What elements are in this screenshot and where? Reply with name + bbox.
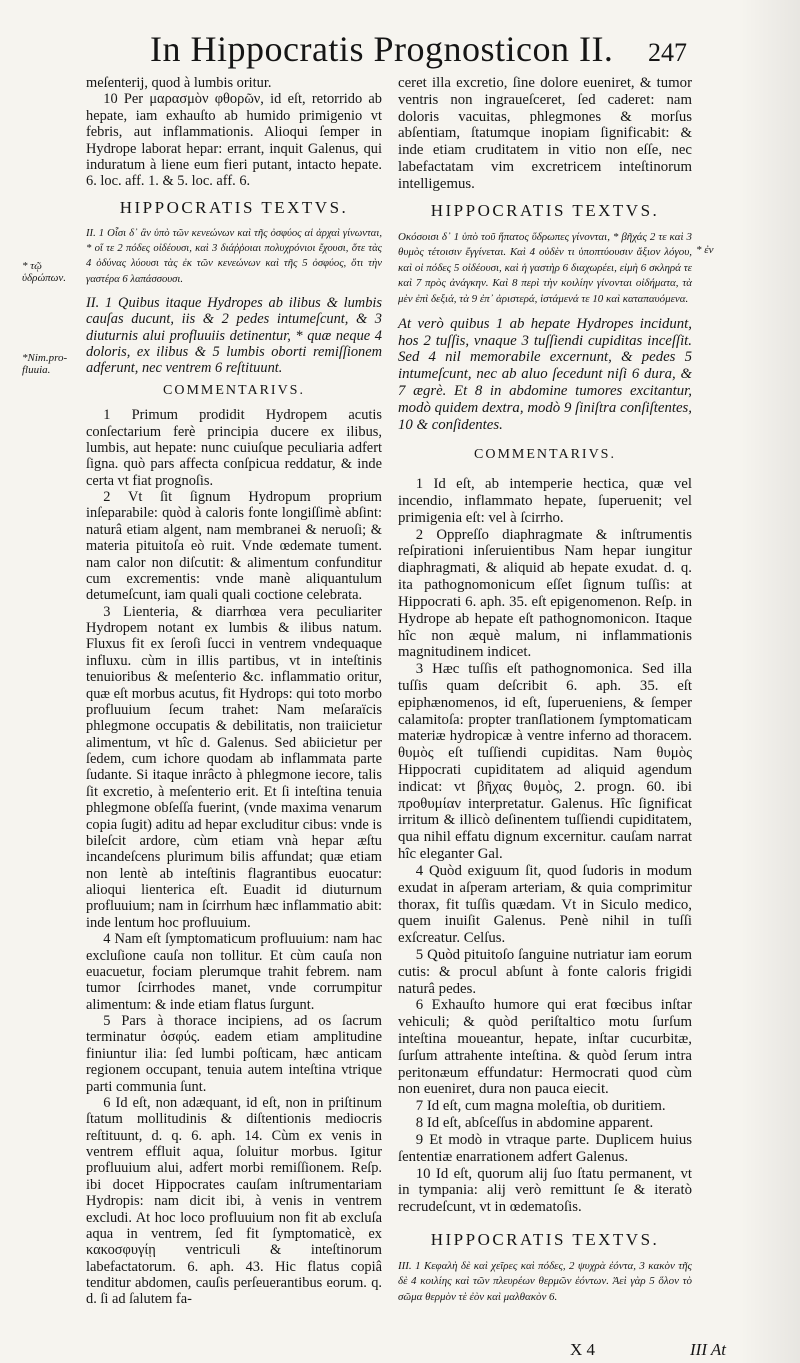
catchword: III At	[690, 1340, 727, 1359]
greek-text: Οκόσοισι δ᾽ 1 ὑπὸ τοῦ ἥπατος ὕδρωπες γίνονται, * βῆχάς 2 τε καὶ 3 θυμὸς τέτοισιν ἔγγίνεται. Καὶ 4 οὐδὲν τι ὑποπτύουσιν ἄξιον λόγου, καὶ οἱ πόδες 5 οἰδέουσι, καὶ ἡ γαστὴρ 6 διαχωρέει, εἰμὴ 6 σκληρά τε καὶ 7 πρὸς ἀνάγκην. Καὶ 8 περὶ τὴν κοιλίην γίνονται οἰδήματα, τὰ μὲν ἐπὶ δεξιά, τὰ 9 ἐπ᾽ ἀριστερά, ἱστάμενά τε 10 καὶ καταπαυόμενα.	[398, 230, 692, 306]
section-heading: HIPPOCRATIS TEXTVS.	[430, 200, 660, 220]
paragraph: meſenterij, quod à lumbis oritur.	[86, 75, 272, 91]
page-number: 247	[648, 38, 687, 67]
greek-text: II. 1 Οἷσι δ᾽ ἂν ὑπὸ τῶν κενεώνων καὶ τῆς ὀσφύος αἱ ἀρχαὶ γίνωνται, * οἵ τε 2 πόδες οἰδέουσι, καὶ 3 διάῤῥοιαι πολυχρόνιοι ἔχουσι, ὅτε τὰς 4 ὀδύνας λύουσι τὰς ἐκ τῶν κενεώνων καὶ τῆς 5 ὀσφύος, ὅτι τὴν γαστέρα 6 λαπάσσουσι.	[86, 228, 382, 285]
greek-text: III. 1 Κεφαλὴ δὲ καὶ χεῖρες καὶ πόδες, 2 ψυχρὰ ἐόντα, 3 κακὸν τῆς δὲ 4 κοιλίης καὶ τῶν πλευρέων θερμῶν ἐόντων. Ἀεὶ γὰρ 5 ὅλον τὸ σῶμα θερμὸν τὲ ἐὸν καὶ μαλθακὸν 6.	[398, 1259, 692, 1304]
commentary-paragraph: 6 Id eſt, non adæquant, id eſt, non in priſtinum ſtatum mollitudinis & diſtentionis mediocris reſtituunt, d. q. 6. aph. 14. Cùm ex venis in ventrem effluit aqua, ſoluitur morbus. Igitur profluuium alui, adfert morbi remiſſionem. Reſp. ibi docet Hippocrates cauſam inſtrumentariam Hydropis: nam dicit ibi, à venis in ventrem excludi. At hoc loco profluuium non fit ab excluſa aqua in ventrem, ſed fit ſymptomaticè, ex κακοσφυγίῃ ventriculi & inteſtinorum labefactatorum. 6. aph. 43. Hic flatus copiâ tenditur abdomen, cauſis perſeuerantibus eorum. q. d. ſi ad ſalutem fa-	[86, 1094, 382, 1308]
latin-text: II. 1 Quibus itaque Hydropes ab ilibus & lumbis cauſas ducunt, iis & 2 pedes intumeſcunt, & 3 diuturnis alui profluuiis detinentur, * quæ neque 4 doloris, ex ilibus & 5 lumbis oborti remiſſionem adferunt, nec ventrem 6 reſtituunt.	[86, 294, 382, 377]
section-heading: HIPPOCRATIS TEXTVS.	[119, 197, 349, 217]
margin-note: *Nim.pro-fluuia.	[22, 352, 68, 376]
margin-note: * ἐν	[696, 244, 714, 256]
commentary-paragraph: 7 Id eſt, cum magna moleſtia, ob duritiem.	[415, 1098, 666, 1115]
signature-mark: X 4	[570, 1340, 596, 1359]
commentary-paragraph: 1 Primum prodidit Hydropem acutis conſectarium ferè principia ducere ex ilibus, lumbis, aut hepate: nunc cuiuſque peculiaria adfert ſigna. quò pars affecta conſpicua reddatur, & inde certa vt fiat prognoſis.	[86, 407, 382, 489]
gutter-shadow	[740, 0, 800, 1363]
commentary-paragraph: 3 Hæc tuſſis eſt pathognomonica. Sed illa tuſſis quam deſcribit 6. aph. 35. eſt epiphænomenos, id eſt, ſuperueniens, & ſemper calamitoſa: propter tranſlationem ſymptomaticam materiæ hydropicæ à ventre inferno ad thoracem. θυμὸς eſt tuſſiendi cupiditas. Nam θυμὸς Hippocrati cupiditatem ad aliquid agendum indicat: vt βῆχας θυμὸς, 2. progn. 60. ibi προθυμίαν interpretatur. Galenus. Hîc ſignificat irritum & illicò deſinentem tuſſiendi cupiditatem, qua nihil effatu dignum excernitur. cauſam narrat hîc eleganter Gal.	[398, 661, 692, 863]
commentary-paragraph: 5 Pars à thorace incipiens, ad os ſacrum terminatur ὀσφύς. eadem etiam amplitudine finiuntur ilia: ſed lumbi poſticam, hæc anticam regionem occupant, tenuia autem inteſtina vtrique parti communia ſunt.	[86, 1013, 382, 1095]
commentary-paragraph: 6 Exhauſto humore qui erat fœcibus inſtar vehiculi; & quòd periſtaltico motu ſurſum inteſtina moueantur, hepate, inſtar cucurbitæ, ſurſum attrahente inteſtina. & quòd ſerum intra peritonæum effundatur: Hermocrati quod cùm non eueniret, dura non pauca eiecit.	[398, 997, 692, 1098]
paragraph: 10 Per μαρασμὸν φθορῶν, id eſt, retorrido ab hepate, iam exhauſto ab humido primigenio vt febris, aut inflammationis. Alioqui ſemper in Hydrope laborat hepar: errant, inquit Galenus, qui induratum à liene eum fieri putant, intacto hepate. 6. loc. aff. 1. & 5. loc. aff. 6.	[86, 91, 382, 190]
commentary-paragraph: 8 Id eſt, abſceſſus in abdomine apparent.	[415, 1115, 654, 1132]
commentary-paragraph: 1 Id eſt, ab intemperie hectica, quæ vel incendio, inflammato hepate, ſuperuenit; vel primigenia eſt: vel à ſcirrho.	[398, 476, 692, 526]
commentary-paragraph: 10 Id eſt, quorum alij ſuo ſtatu permanent, vt in tympania: alij verò remittunt ſe & iteratò recrudeſcunt, vt in œdematoſis.	[398, 1165, 692, 1216]
commentary-paragraph: 4 Nam eſt ſymptomaticum profluuium: nam hac excluſione cauſa non tollitur. Et cùm cauſa non euacuetur, fociam plerumque trahit febrem. nam tumor ſcirrhodes manet, vnde corrumpitur alimentum: & inde etiam flatus ſurgunt.	[86, 931, 382, 1013]
commentary-paragraph: 5 Quòd pituitoſo ſanguine nutriatur iam eorum cutis: & procul abſunt à fonte caloris frigidi naturâ pedes.	[398, 946, 692, 997]
running-head: In Hippocratis Prognosticon II.	[150, 29, 614, 69]
commentary-heading: COMMENTARIVS.	[163, 382, 305, 398]
commentary-paragraph: 9 Et modò in vtraque parte. Duplicem huius ſententiæ enarrationem adfert Galenus.	[398, 1131, 692, 1165]
left-column	[86, 75, 382, 1308]
margin-note: * τῷ ὑδρώπων.	[22, 260, 67, 284]
section-heading: HIPPOCRATIS TEXTVS.	[430, 1229, 660, 1249]
commentary-paragraph: 2 Oppreſſo diaphragmate & inſtrumentis reſpirationi inſeruientibus Nam hepar iungitur diaphragmati, & aliquid ab hepate exudat. d. q. ita pathognomonicum eſſet ſignum tuſſis: at Hippocrati 6. aph. 35. eſt epigenomenon. Reſp. in Hydrope ab hepate eſt pathognomonicon. Itaque hîc non æquè malum, ni inflammationis magnitudinem indicet.	[398, 526, 692, 661]
right-column	[398, 75, 692, 1306]
commentary-paragraph: 3 Lienteria, & diarrhœa vera peculiariter Hydropem notant ex lumbis & ilibus natum. Fluxus fit ex ſeroſi ſucci in ventrem vndequaque influxu. cùm in illis partibus, vt in inteſtinis tenuioribus & meſenterio &c. inflammatio oritur, quæ eſt morbus acutus, fit Hydrops: qui toto morbo profluuium ſecum trahet: Nam meſaraïcis phlegmone occupatis & debilitatis, non traiicietur alimentum, vt hîc d. Galenus. Sed abiicietur per ſedem, cum ichore quodam ab inflammata parte ſudante. Si itaque inrâcto à phlegmone iecore, talis ſit excretio, à meſenterio erit. Et ſi inteſtina tenuia phlegmone obſeſſa fuerint, (vnde maxima venarum copia ſugit) aditu ad hepar excluditur cibus: vnde is bileſcit ardore, cùm etiam vnà hepar æſtu incandeſcens plurimum bilis affundat; quæ etiam non lentè ab inteſtinis flagrantibus euocatur: alioqui lienterica eſt. Euadit id diuturnum profluuium; nam in ſcirrhum hæc inflammatio abit: inde lentum hoc profluuium.	[86, 603, 382, 931]
latin-text: At verò quibus 1 ab hepate Hydropes incidunt, hos 2 tuſſis, vnaque 3 tuſſiendi cupiditas inceſſit. Sed 4 nil memorabile excernunt, & pedes 5 intumeſcunt, nec ab aluo ſecedunt niſi 6 dura, & 7 ægrè. Et 8 in abdomine tumores excitantur, modò quidem dextra, modò 9 ſiniſtra conſiſtentes, 10 & conſidentes.	[398, 315, 692, 433]
commentary-paragraph: 2 Vt ſit ſignum Hydropum proprium inſeparabile: quòd à caloris fonte longiſſimè abſint: naturâ etiam algent, nam membranei & neruoſi; & materia pituitoſa eò ruit. Vnde œdemate tument. nam calor non diſcutit: & alimentum confunditur cum excrementis: vnde manè aliquantulum detumeſcunt, iam quali quali coctione celebrata.	[86, 489, 382, 604]
commentary-heading: COMMENTARIVS.	[474, 447, 616, 463]
commentary-paragraph: 4 Quòd exiguum ſit, quod ſudoris in modum exudat in aſperam arteriam, & quia comprimitur thorax, fit tuſſis quædam. Vt in Siculo medico, quem inuiſit Galenus. Penè nihil in tuſſi exſcreatur. Celſus.	[398, 862, 692, 947]
paragraph: ceret illa excretio, ſine dolore eueniret, & tumor ventris non ingraueſceret, ſed caderet: nam doloris vacuitas, phlegmones & morſus abſentiam, ſtatumque inopiam ſignificabit: & inde etiam cruditatem in vitio non eſſe, nec labefactatam vim excretricem inteſtinorum intelligemus.	[398, 75, 692, 192]
